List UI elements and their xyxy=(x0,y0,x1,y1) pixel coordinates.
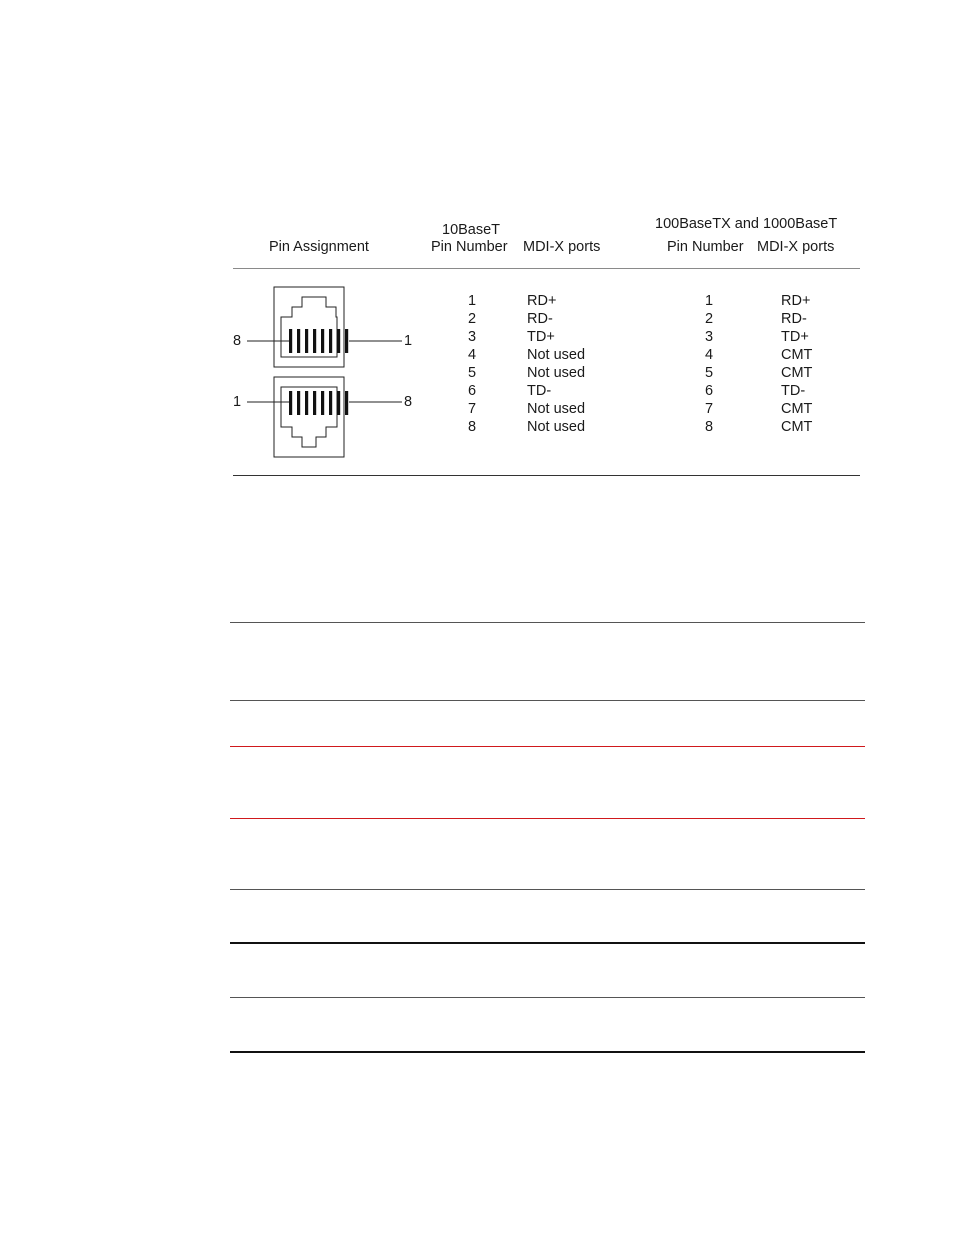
pin10-number: 8 xyxy=(467,419,477,435)
pin10-signal: Not used xyxy=(527,419,586,435)
table-rule xyxy=(230,622,865,623)
pin100-signal: CMT xyxy=(781,401,813,417)
table-rule-red xyxy=(230,818,865,819)
pin10-signal: TD- xyxy=(527,383,552,399)
pin100-signal: CMT xyxy=(781,365,813,381)
pin100-number: 5 xyxy=(704,365,714,381)
bottom-connector-right-label: 8 xyxy=(404,394,413,410)
pin100-number: 2 xyxy=(704,311,714,327)
10baset-mdix-header: MDI-X ports xyxy=(523,239,601,255)
top-connector-right-label: 1 xyxy=(404,333,413,349)
pin100-signal: CMT xyxy=(781,419,813,435)
pin100-number: 8 xyxy=(704,419,714,435)
pin10-signal: Not used xyxy=(527,347,586,363)
pin100-number: 3 xyxy=(704,329,714,345)
table-rule-heavy xyxy=(230,942,865,944)
pin100-signal: RD- xyxy=(781,311,807,327)
figure-header-rule xyxy=(233,268,860,269)
pin10-number: 7 xyxy=(467,401,477,417)
rj45-connector-diagram xyxy=(240,283,413,461)
table-rule xyxy=(230,997,865,998)
pin10-number: 4 xyxy=(467,347,477,363)
pin10-number: 3 xyxy=(467,329,477,345)
table-rule xyxy=(230,889,865,890)
100baset-header: 100BaseTX and 1000BaseT xyxy=(655,216,838,232)
pin10-number: 5 xyxy=(467,365,477,381)
10baset-pin-number-header: Pin Number xyxy=(431,239,508,255)
100baset-mdix-header: MDI-X ports xyxy=(757,239,835,255)
pin10-signal: RD+ xyxy=(527,293,557,309)
table-rule-red xyxy=(230,746,865,747)
pin10-signal: TD+ xyxy=(527,329,555,345)
table-rule xyxy=(230,700,865,701)
table-rule-heavy xyxy=(230,1051,865,1053)
pin100-number: 4 xyxy=(704,347,714,363)
pin100-signal: CMT xyxy=(781,347,813,363)
pin10-number: 1 xyxy=(467,293,477,309)
100baset-pin-number-header: Pin Number xyxy=(667,239,744,255)
10baset-header: 10BaseT xyxy=(442,222,501,238)
bottom-connector-left-label: 1 xyxy=(233,394,242,410)
pin10-number: 2 xyxy=(467,311,477,327)
rj45-jack-top xyxy=(247,287,402,367)
pin100-signal: RD+ xyxy=(781,293,811,309)
pin10-signal: Not used xyxy=(527,401,586,417)
pin100-number: 6 xyxy=(704,383,714,399)
top-connector-left-label: 8 xyxy=(233,333,242,349)
rj45-jack-bottom xyxy=(247,377,402,457)
pin100-number: 7 xyxy=(704,401,714,417)
pin100-signal: TD+ xyxy=(781,329,809,345)
figure-bottom-rule xyxy=(233,475,860,476)
pin100-signal: TD- xyxy=(781,383,806,399)
pin10-signal: RD- xyxy=(527,311,553,327)
pin10-number: 6 xyxy=(467,383,477,399)
pin-assignment-header: Pin Assignment xyxy=(269,239,369,255)
pin100-number: 1 xyxy=(704,293,714,309)
pin10-signal: Not used xyxy=(527,365,586,381)
